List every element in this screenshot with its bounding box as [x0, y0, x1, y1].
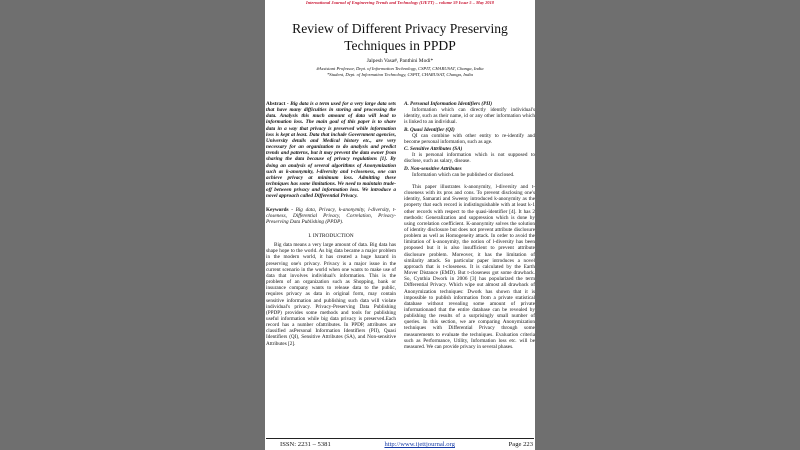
page-footer [280, 441, 533, 448]
intro-heading: I. INTRODUCTION [308, 232, 354, 239]
left-column [266, 101, 396, 347]
paper-page [265, 0, 535, 450]
paper-title: Review of Different Privacy Preserving Techniques in PPDP [292, 21, 508, 53]
footer-url-link[interactable]: http://www.ijettjournal.org [384, 441, 455, 448]
section-c-heading: C. Sensitive Attributes (SA) [404, 146, 463, 153]
body-paragraph: This paper illustrates k-anonymity, l-diversity and t-closeness with its pros and cons. To prevent disclosing one's identity, Samarati and Sweeny introduced k-anonymity as the property that each record is indistinguishable with at least k-1 other records with respect to the quasi-identifier [4]. It has 2 methods: Generalization and suppression which is done by using correlation coefficient. K-anonymity solves the solution of identity disclosure but does not prevent attribute disclosure problem as well as Homogeneity attack. In order to avoid the limitation of k-anonymity, the notion of l-diversity has been proposed but it is also insufficient to prevent attribute disclosure problem. Moreover, it has the limitation of similarity attack. So particular paper introduces a novel approach that is t-closeness. It is calculated by the Earth Mover Distance (EMD). But t-closeness got some drawback. So, Cynthia Dwork in 2006 [3] has popularized the term Differential Privacy. Which wipe out almost all drawback of Anonymization techniques: Dwork has shown that it is impossible to publish information from a private statistical database without revealing some amount of private informationand that the entire database can be revealed by publishing the results of a surprisingly small number of queries. In this section, we are comparing Anonymization techniques with Differential Privacy through some measurements to evaluate the techniques. Evaluation criteria such as Performance, Utility, Information loss etc. will be measured. We can provide privacy in several phases. [404, 183, 535, 350]
section-a-text: Information which can directly identify individual's identity, such as their name, id or any other information which is linked to an individual. [404, 107, 535, 126]
section-d-heading: D. Non-sensitive Attributes [404, 165, 462, 172]
affiliation-1: #Assistant Professor, Dept. of Information Technology, CSPIT, CHARUSAT, Changa, India [316, 66, 484, 71]
abstract-label: Abstract - [266, 101, 289, 107]
affiliations [265, 66, 535, 78]
section-c-text: It is personal information which is not supposed to disclose, such as salary, disease. [404, 152, 535, 165]
journal-header: International Journal of Engineering Trends and Technology (IJETT) – volume 59 Issue 5 – May 2018 [305, 0, 494, 5]
keywords-text: Big data, Privacy, k-anonymity, l-diversity, t-closeness, Differential Privacy, Correlation, Privacy-Preserving Data Publishing (PPDP). [266, 206, 396, 225]
affiliation-2: *Student, Dept. of Information Technology, CSPIT, CHARUSAT, Changa, India [327, 72, 473, 78]
section-a-heading: A. Personal Information Identifiers (PII) [404, 101, 493, 107]
section-d-text: Information which can be published or disclosed. [412, 171, 515, 178]
footer-issn: ISSN: 2231 – 5381 [280, 441, 331, 448]
abstract [266, 101, 396, 200]
abstract-text: Big data is a term used for a very large data sets that have many difficulties in storing and processing the data. Analysis this much amount of data will lead to information loss. The main goal of this paper is to share data in a way that privacy is preserved while information loss is kept at least. Data that include Government agencies, University details and Medical history etc., are very necessary for an organization to do analysis and predict trends and patterns, but it may prevent the data owner from sharing the data because of privacy regulations [1]. By doing an analysis of several algorithms of Anonymization such as k-anonymity, l-diversity and t-closeness, one can achieve privacy at minimum loss. Admitting these techniques has some limitations. We need to maintain trade-off between privacy and information loss. We introduce a novel approach called Differential Privacy. [266, 101, 397, 200]
footer-page-number: Page 223 [508, 441, 533, 448]
keywords [266, 207, 396, 225]
keywords-label: Keywords - [266, 206, 293, 213]
footer-divider [266, 438, 534, 439]
right-column [404, 101, 535, 350]
section-b-text: QI can combine with other entity to re-identify and become personal information, such as age. [404, 132, 535, 145]
authors: Jalpesh Vasa#, Panthini Modi* [366, 58, 434, 64]
intro-paragraph: Big data means a very large amount of data. Big data has shape hope to the world. As big data became a major problem in the modern world, it has created a huge hazard in preserving one's privacy. Privacy is a major issue in the current scenario in the world when one wants to make use of data that involves individual's information. This is the problem of an organization such as Shopping, bank or insurance company wants to release data to the public, requires privacy as data in original form, may contain sensitive information and publishing such data will violate individual's privacy. Privacy-Preserving Data Publishing (PPDP) provides some methods and tools for publishing useful information while big data privacy is preserved.Each record has a number ofattributes. In PPDP, attributes are classified asPersonal Information Identifiers (PII), Quasi Identifiers (QI), Sensitive Attributes (SA), and Non-sensitive Attributes [2]. [266, 242, 396, 347]
section-b-heading: B. Quasi Identifier (QI) [404, 126, 455, 133]
